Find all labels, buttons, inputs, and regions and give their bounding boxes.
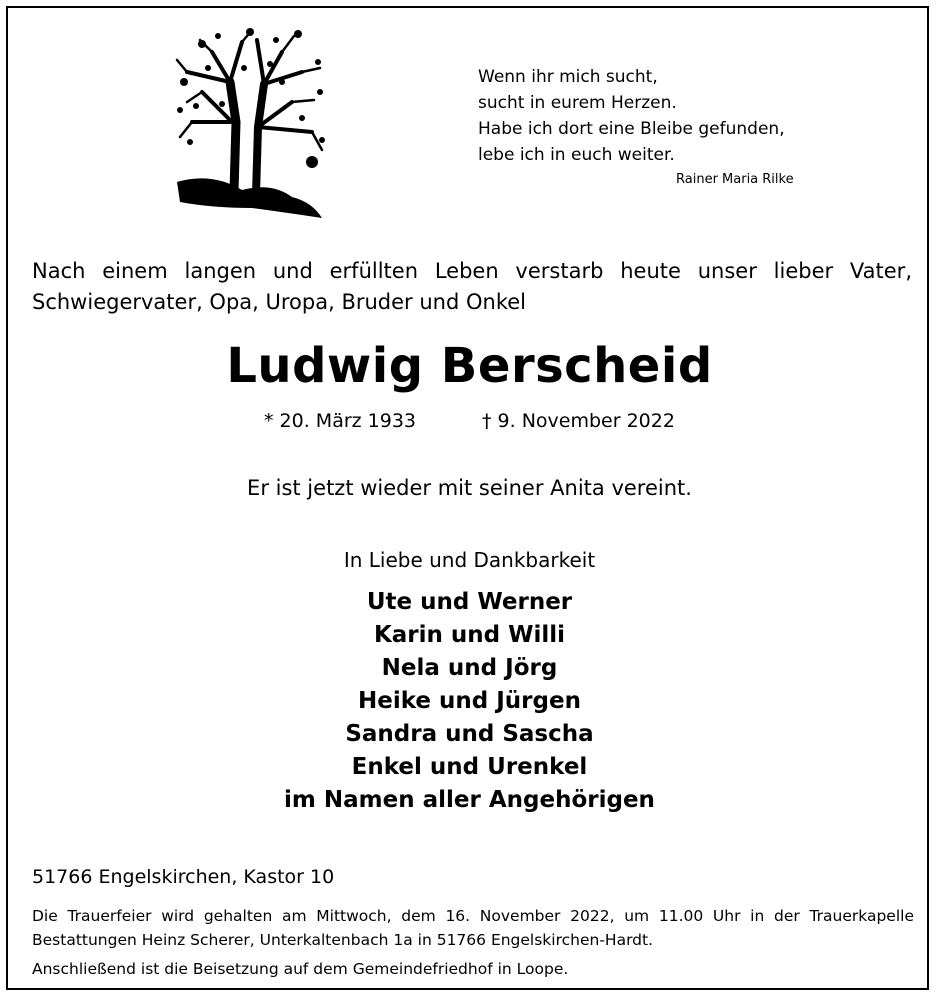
family-member: Ute und Werner (366, 589, 573, 615)
family-member: im Namen aller Angehörigen (284, 787, 655, 813)
tree-icon (172, 22, 332, 220)
burial-info: Anschließend ist die Beisetzung auf dem Gemeindefriedhof in Loope. (32, 960, 569, 978)
rilke-quote (478, 64, 785, 168)
quote-line: Habe ich dort eine Bleibe gefunden, (478, 119, 785, 139)
deceased-name: Ludwig Berscheid (226, 338, 713, 394)
address: 51766 Engelskirchen, Kastor 10 (32, 866, 335, 888)
quote-author: Rainer Maria Rilke (676, 172, 794, 187)
reunited-text: Er ist jetzt wieder mit seiner Anita vereint. (247, 476, 692, 500)
closing-text: In Liebe und Dankbarkeit (343, 548, 596, 572)
intro-text: Nach einem langen und erfüllten Leben verstarb heute unser lieber Vater, Schwiegervater, Opa, Uropa, Bruder und Onkel (32, 259, 912, 314)
death-date: † 9. November 2022 (482, 410, 675, 432)
birth-date: * 20. März 1933 (264, 410, 417, 432)
family-member: Sandra und Sascha (345, 721, 594, 747)
family-member: Enkel und Urenkel (351, 754, 588, 780)
family-list (0, 586, 939, 817)
family-member: Karin und Willi (373, 622, 566, 648)
family-member: Heike und Jürgen (358, 688, 581, 714)
quote-line: Wenn ihr mich sucht, (478, 67, 658, 87)
funeral-info: Die Trauerfeier wird gehalten am Mittwoch, dem 16. November 2022, um 11.00 Uhr in der Trauerkapelle Bestattungen Heinz Scherer, Unterkaltenbach 1a in 51766 Engelskirchen-Hardt. (32, 907, 914, 949)
quote-line: sucht in eurem Herzen. (478, 93, 677, 113)
family-member: Nela und Jörg (381, 655, 558, 681)
quote-line: lebe ich in euch weiter. (478, 145, 675, 165)
